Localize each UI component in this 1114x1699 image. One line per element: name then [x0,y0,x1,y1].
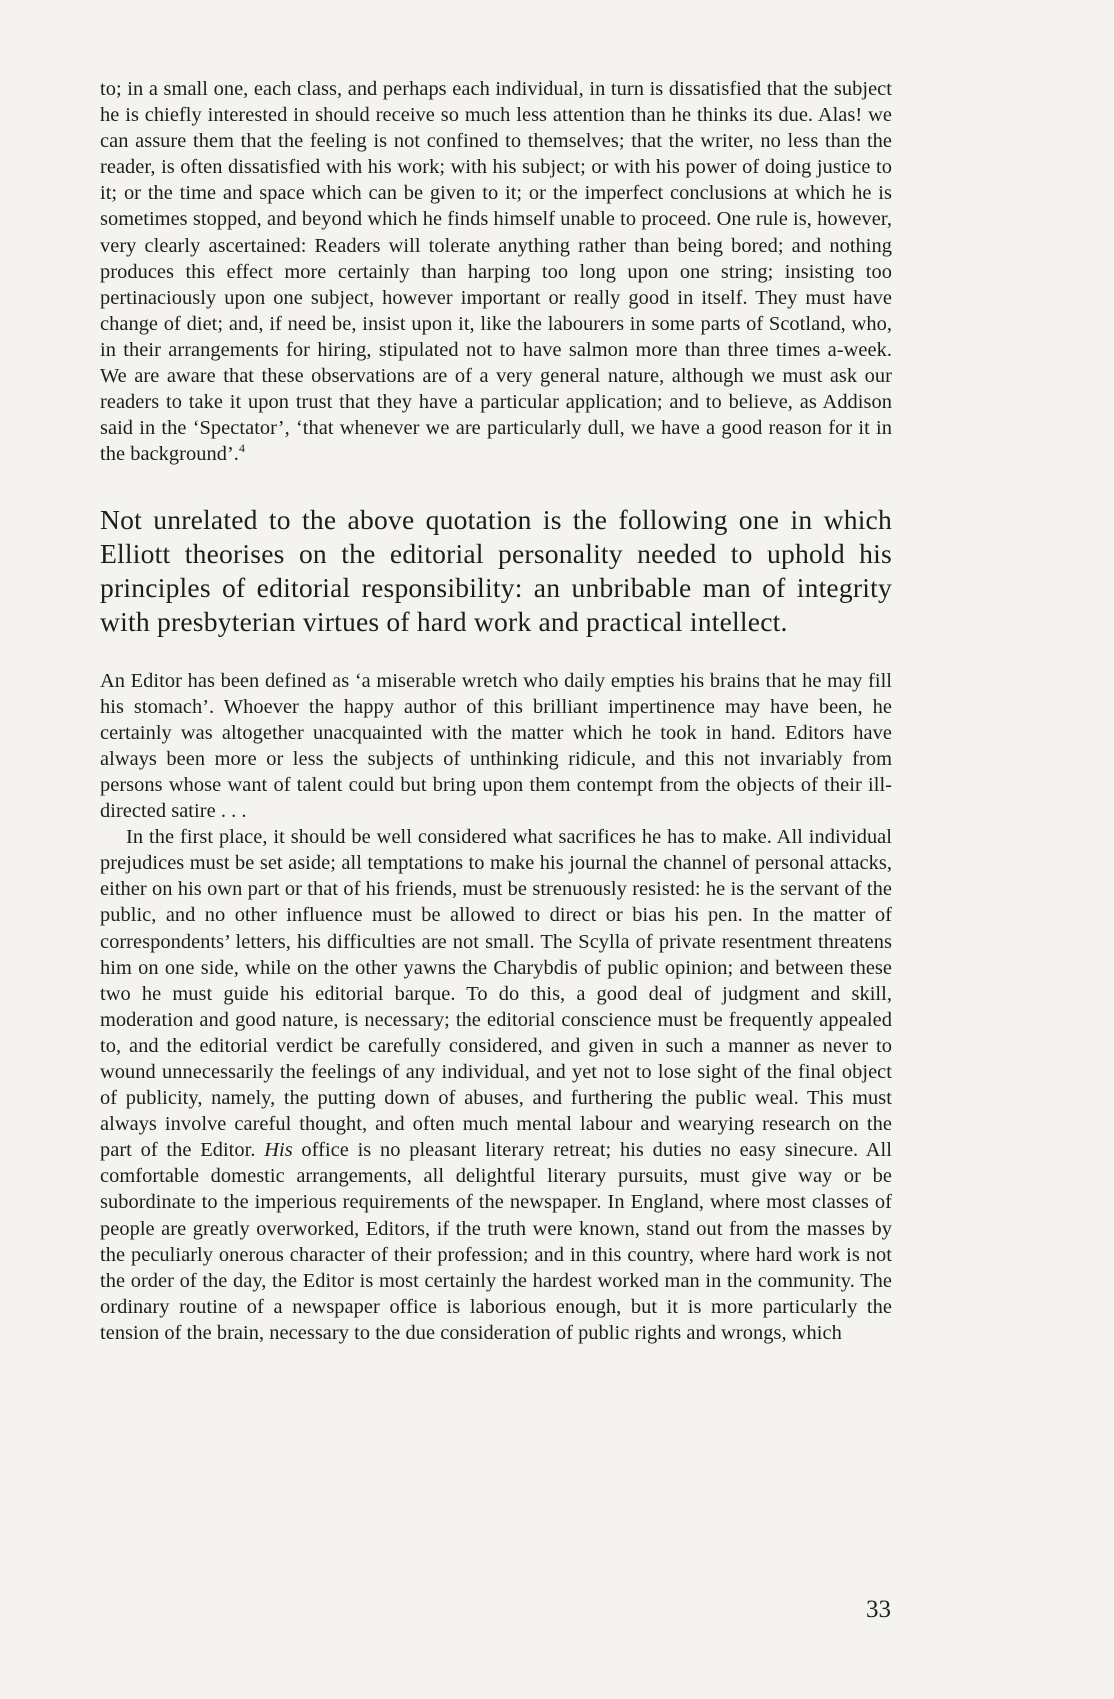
quotation-paragraph [100,76,892,467]
author-commentary: Not unrelated to the above quotation is the following one in which Elliott theorises on the editorial personality needed to uphold his principles of editorial responsibility: an unbribable man of integrity with presbyterian virtues of hard work and practical intellect. [100,504,892,637]
page-number: 33 [866,1596,891,1623]
quotation-text-part-2: office is no pleasant literary retreat; his duties no easy sinecure. All comfortable domestic arrangements, all delightful literary pursuits, must give way or be subordinate to the imperious requirements of the newspaper. In England, where most classes of people are greatly overworked, Editors, if the truth were known, stand out from the masses by the peculiarly onerous character of their profession; and in this country, where hard work is not the order of the day, the Editor is most certainly the hardest worked man in the community. The ordinary routine of a newspaper office is laborious enough, but it is more particularly the tension of the brain, necessary to the due consideration of public rights and wrongs, which [100,1139,892,1344]
italic-emphasis: His [264,1139,293,1162]
block-quotation-spectator [100,76,892,467]
quotation-text: to; in a small one, each class, and perhaps each individual, in turn is dissatisfied that the subject he is chiefly interested in should receive so much less attention than he thinks its due. Alas! we can assure them that the feeling is not confined to themselves; that the writer, no less than the reader, is often dissatisfied with his work; with his subject; or with his power of doing justice to it; or the time and space which can be given to it; or the imperfect conclusions at which he is sometimes stopped, and beyond which he finds himself unable to proceed. One rule is, however, very clearly ascertained: Readers will tolerate anything rather than being bored; and nothing produces this effect more certainly than harping too long upon one string; insisting too pertinaciously upon one subject, however important or really good in itself. They must have change of diet; and, if need be, insist upon it, like the labourers in some parts of Scotland, who, in their arrangements for hiring, stipulated not to have salmon more than three times a-week. We are aware that these observations are of a very general nature, although we must ask our readers to take it upon trust that they have a particular application; and to believe, as Addison said in the ‘Spectator’, ‘that whenever we are particularly dull, we have a good reason for it in the background’. [100,78,892,466]
block-quotation-editor [100,668,892,1346]
page-body [100,76,892,1346]
footnote-marker: 4 [238,441,246,456]
quotation-paragraph-2 [100,824,892,1346]
quotation-text-part-1: In the first place, it should be well considered what sacrifices he has to make. All individual prejudices must be set aside; all temptations to make his journal the channel of personal attacks, either on his own part or that of his friends, must be strenuously resisted: he is the servant of the public, and no other influence must be allowed to direct or bias his pen. In the matter of correspondents’ letters, his difficulties are not small. The Scylla of private resentment threatens him on one side, while on the other yawns the Charybdis of public opinion; and between these two he must guide his editorial barque. To do this, a good deal of judgment and skill, moderation and good nature, is necessary; the editorial conscience must be frequently appealed to, and the editorial verdict be carefully considered, and given in such a manner as never to wound unnecessarily the feelings of any individual, and yet not to lose sight of the final object of publicity, namely, the putting down of abuses, and furthering the public weal. This must always involve careful thought, and often much mental labour and wearying research on the part of the Editor. [100,826,892,1162]
quotation-paragraph-1: An Editor has been defined as ‘a miserable wretch who daily empties his brains that he may fill his stomach’. Whoever the happy author of this brilliant impertinence may have been, he certainly was altogether unacquainted with the matter which he took in hand. Editors have always been more or less the subjects of unthinking ridicule, and this not invariably from persons whose want of talent could but bring upon them contempt from the objects of their ill-directed satire . . . [100,669,892,823]
